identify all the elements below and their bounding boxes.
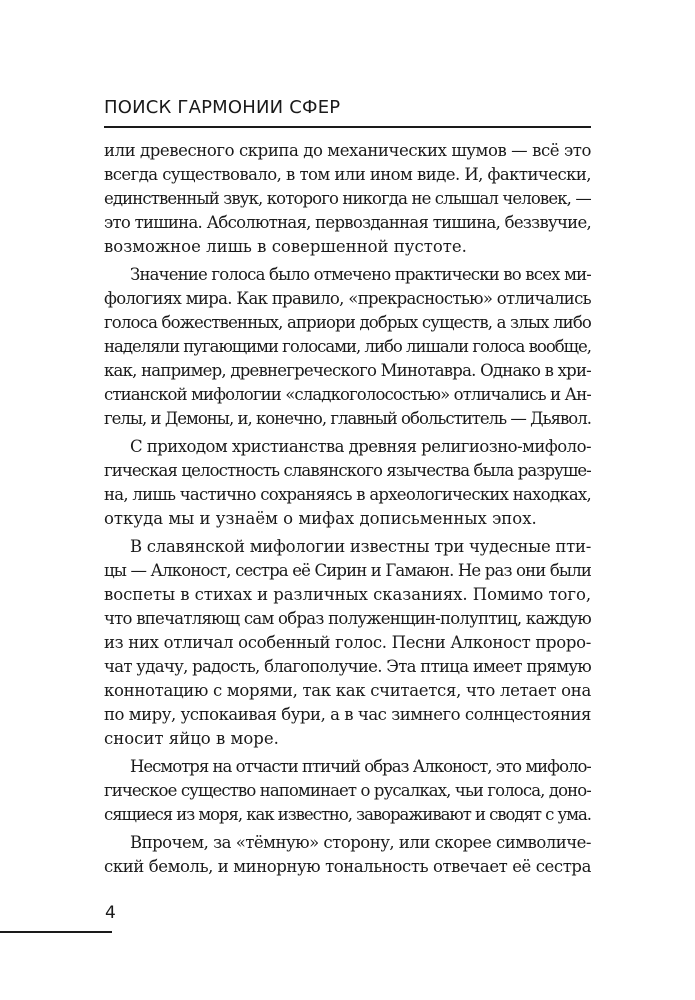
text-line: ский бемоль, и минорную тональность отвечает её сестра xyxy=(104,857,591,876)
paragraph xyxy=(104,435,591,531)
text-line: сящиеся из моря, как известно, завораживают и сводят с ума. xyxy=(104,805,591,824)
header-rule xyxy=(104,126,591,128)
text-line: откуда мы и узнаём о мифах дописьменных эпох. xyxy=(104,509,537,528)
text-line: Значение голоса было отмечено практически во всех ми- xyxy=(130,265,591,284)
text-line: гелы, и Демоны, и, конечно, главный обольститель — Дьявол. xyxy=(104,409,591,428)
text-line: стианской мифологии «сладкоголосостью» отличались и Ан- xyxy=(104,385,591,404)
body-text xyxy=(104,139,591,879)
text-line: что впечатляющ сам образ полуженщин-полуптиц, каждую xyxy=(104,609,591,628)
text-line: из них отличал особенный голос. Песни Алконост проро- xyxy=(104,633,591,652)
text-line: Несмотря на отчасти птичий образ Алконост, это мифоло- xyxy=(130,757,591,776)
paragraph xyxy=(104,139,591,259)
text-line: коннотацию с морями, так как считается, что летает она xyxy=(104,681,591,700)
text-line: сносит яйцо в море. xyxy=(104,729,279,748)
paragraph xyxy=(104,535,591,751)
text-line: фологиях мира. Как правило, «прекрасностью» отличались xyxy=(104,289,591,308)
text-line: гическое существо напоминает о русалках, чьи голоса, доно- xyxy=(104,781,591,800)
text-line: как, например, древнегреческого Минотавра. Однако в хри- xyxy=(104,361,591,380)
paragraph xyxy=(104,831,591,879)
paragraph xyxy=(104,755,591,827)
text-line: всегда существовало, в том или ином виде. И, фактически, xyxy=(104,165,591,184)
paragraph xyxy=(104,263,591,431)
footer-rule xyxy=(0,931,112,933)
text-line: или древесного скрипа до механических шумов — всё это xyxy=(104,141,591,160)
text-line: наделяли пугающими голосами, либо лишали голоса вообще, xyxy=(104,337,591,356)
text-line: С приходом христианства древняя религиозно-мифоло- xyxy=(130,437,591,456)
text-line: В славянской мифологии известны три чудесные пти- xyxy=(130,537,591,556)
text-line: чат удачу, радость, благополучие. Эта птица имеет прямую xyxy=(104,657,591,676)
running-title: ПОИСК ГАРМОНИИ СФЕР xyxy=(104,97,341,118)
text-line: гическая целостность славянского язычества была разруше- xyxy=(104,461,591,480)
text-line: возможное лишь в совершенной пустоте. xyxy=(104,237,467,256)
text-line: голоса божественных, априори добрых существ, а злых либо xyxy=(104,313,591,332)
text-line: по миру, успокаивая бури, а в час зимнего солнцестояния xyxy=(104,705,591,724)
text-line: на, лишь частично сохраняясь в археологических находках, xyxy=(104,485,591,504)
text-line: единственный звук, которого никогда не слышал человек, — xyxy=(104,189,591,208)
text-line: цы — Алконост, сестра её Сирин и Гамаюн. Не раз они были xyxy=(104,561,591,580)
text-line: воспеты в стихах и различных сказаниях. Помимо того, xyxy=(104,585,591,604)
page-number: 4 xyxy=(105,903,116,923)
text-line: Впрочем, за «тёмную» сторону, или скорее символиче- xyxy=(130,833,591,852)
text-line: это тишина. Абсолютная, первозданная тишина, беззвучие, xyxy=(104,213,591,232)
